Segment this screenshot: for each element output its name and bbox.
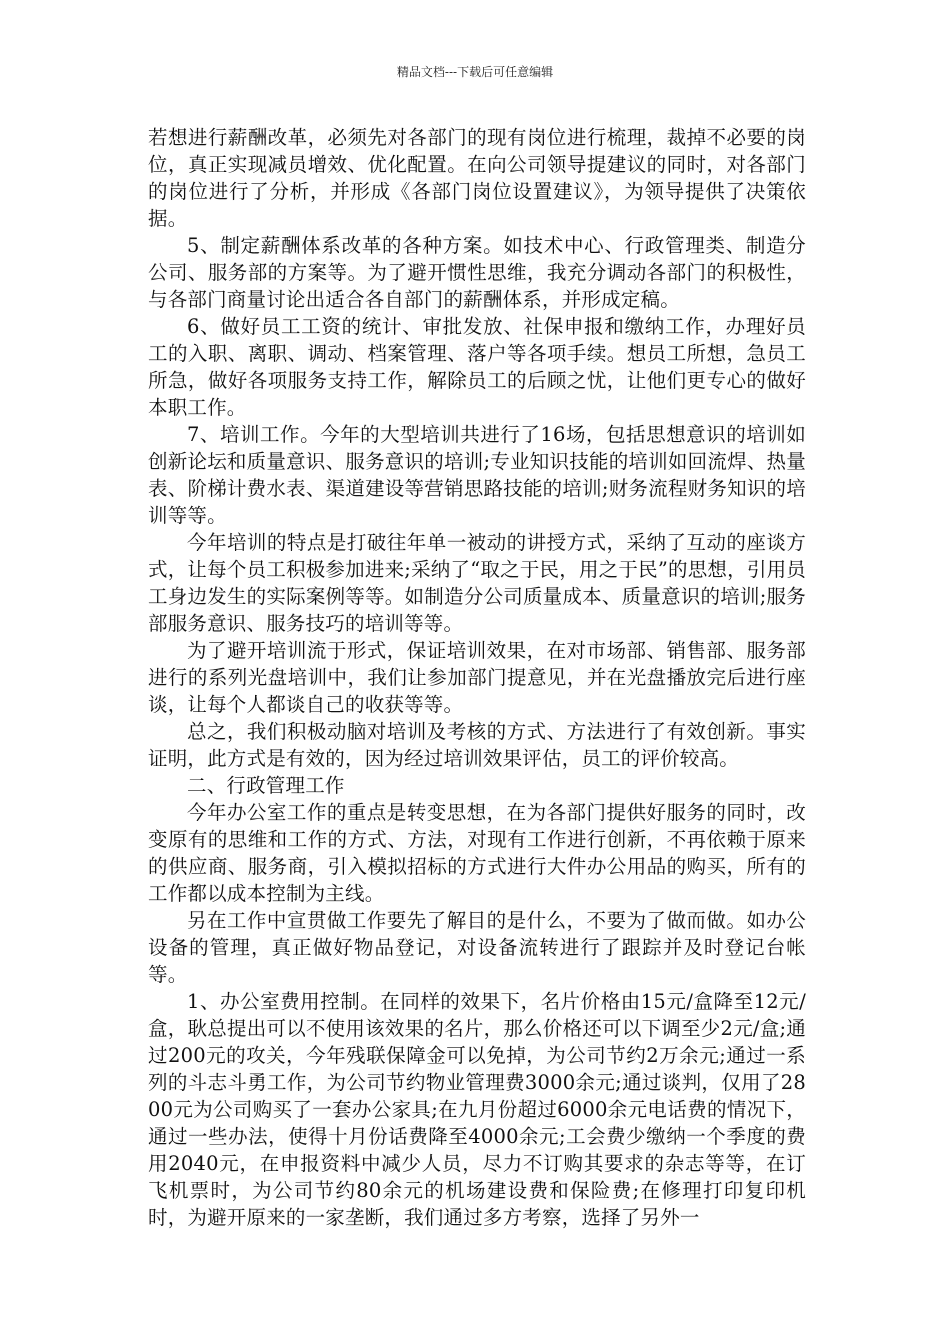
paragraph: 总之，我们积极动脑对培训及考核的方式、方法进行了有效创新。事实证明，此方式是有效的，因为经过培训效果评估，员工的评价较高。 xyxy=(148,720,806,770)
paragraph: 7、培训工作。今年的大型培训共进行了16场，包括思想意识的培训如创新论坛和质量意识、服务意识的培训;专业知识技能的培训如回流焊、热量表、阶梯计费水表、渠道建设等营销思路技能的培训;财务流程财务知识的培训等等。 xyxy=(148,423,806,527)
paragraph: 另在工作中宣贯做工作要先了解目的是什么，不要为了做而做。如办公设备的管理，真正做好物品登记，对设备流转进行了跟踪并及时登记台帐等。 xyxy=(148,909,806,986)
paragraph: 今年办公室工作的重点是转变思想，在为各部门提供好服务的同时，改变原有的思维和工作的方式、方法，对现有工作进行创新，不再依赖于原来的供应商、服务商，引入模拟招标的方式进行大件办公用品的购买，所有的工作都以成本控制为主线。 xyxy=(148,801,806,905)
paragraph: 6、做好员工工资的统计、审批发放、社保申报和缴纳工作，办理好员工的入职、离职、调动、档案管理、落户等各项手续。想员工所想，急员工所急，做好各项服务支持工作，解除员工的后顾之忧，让他们更专心的做好本职工作。 xyxy=(148,315,806,419)
paragraph: 为了避开培训流于形式，保证培训效果，在对市场部、销售部、服务部进行的系列光盘培训中，我们让参加部门提意见，并在光盘播放完后进行座谈，让每个人都谈自己的收获等等。 xyxy=(148,639,806,716)
section-heading: 二、行政管理工作 xyxy=(187,774,345,797)
document-body xyxy=(148,124,806,1231)
paragraph: 1、办公室费用控制。在同样的效果下，名片价格由15元/盒降至12元/盒，耿总提出可以不使用该效果的名片，那么价格还可以下调至少2元/盒;通过200元的攻关，今年残联保障金可以免掉，为公司节约2万余元;通过一系列的斗志斗勇工作，为公司节约物业管理费3000余元;通过谈判，仅用了2800元为公司购买了一套办公家具;在九月份超过6000余元电话费的情况下，通过一些办法，使得十月份话费降至4000余元;工会费少缴纳一个季度的费用2040元，在申报资料中减少人员，尽力不订购其要求的杂志等等，在订飞机票时，为公司节约80余元的机场建设费和保险费;在修理打印复印机时，为避开原来的一家垄断，我们通过多方考察，选择了另外一 xyxy=(148,990,806,1229)
paragraph: 今年培训的特点是打破往年单一被动的讲授方式，采纳了互动的座谈方式，让每个员工积极参加进来;采纳了“取之于民，用之于民”的思想，引用员工身边发生的实际案例等等。如制造分公司质量成本、质量意识的培训;服务部服务意识、服务技巧的培训等等。 xyxy=(148,531,806,635)
paragraph: 若想进行薪酬改革，必须先对各部门的现有岗位进行梳理，裁掉不必要的岗位，真正实现减员增效、优化配置。在向公司领导提建议的同时，对各部门的岗位进行了分析，并形成《各部门岗位设置建议》，为领导提供了决策依据。 xyxy=(148,126,806,230)
page-header: 精品文档---下载后可任意编辑 xyxy=(396,65,554,79)
paragraph: 5、制定薪酬体系改革的各种方案。如技术中心、行政管理类、制造分公司、服务部的方案等。为了避开惯性思维，我充分调动各部门的积极性，与各部门商量讨论出适合各自部门的薪酬体系，并形成定稿。 xyxy=(148,234,806,311)
